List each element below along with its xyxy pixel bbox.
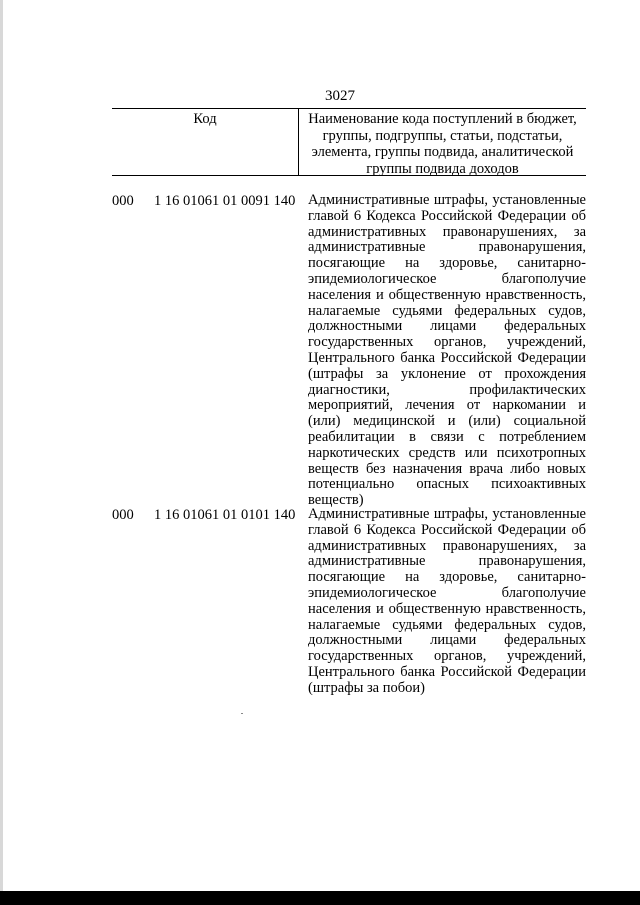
header-code-column: Код xyxy=(112,109,299,175)
page-number: 3027 xyxy=(325,88,355,104)
revenue-description: Административные штрафы, установленные главой 6 Кодекса Российской Федерации об административных правонарушениях, за административные правонарушения, посягающие на здоровье, санитарно-эпидемиологическое благополучие населения и общественную нравственность, налагаемые судьями федеральных судов, должностными лицами федеральных государственных органов, учреждений, Центрального банка Российской Федерации (штрафы за побои) xyxy=(308,506,586,696)
revenue-code: 1 16 01061 01 0091 140 xyxy=(154,193,296,209)
header-name-column: Наименование кода поступлений в бюджет, группы, подгруппы, статьи, подстатьи, элемента, группы подвида, аналитической группы подвида доходов xyxy=(308,111,577,177)
scan-left-edge xyxy=(0,0,3,905)
revenue-description: Административные штрафы, установленные главой 6 Кодекса Российской Федерации об административных правонарушениях, за административные правонарушения, посягающие на здоровье, санитарно-эпидемиологическое благополучие населения и общественную нравственность, налагаемые судьями федеральных судов, должностными лицами федеральных государственных органов, учреждений, Центрального банка Российской Федерации (штрафы за уклонение от прохождения диагностики, профилактических мероприятий, лечения от наркомании и (или) медицинской и (или) социальной реабилитации в связи с потреблением наркотических средств или психотропных веществ без назначения врача либо новых потенциально опасных психоактивных веществ) xyxy=(308,192,586,509)
revenue-code: 1 16 01061 01 0101 140 xyxy=(154,507,296,523)
scan-bottom-bar xyxy=(0,891,640,905)
table-row xyxy=(112,507,586,697)
scan-speck xyxy=(241,713,243,714)
table-header xyxy=(112,108,586,176)
admin-code: 000 xyxy=(112,193,134,209)
table-row xyxy=(112,193,586,509)
admin-code: 000 xyxy=(112,507,134,523)
